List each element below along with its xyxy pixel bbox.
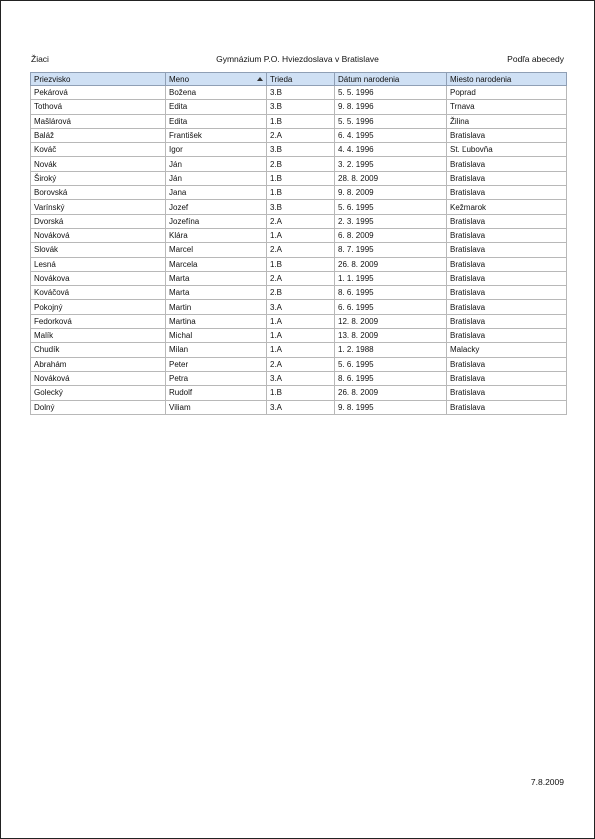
cell-surname: Slovák [31, 243, 166, 257]
cell-class: 3.A [267, 371, 335, 385]
cell-class: 1.A [267, 343, 335, 357]
cell-name: Jana [166, 186, 267, 200]
column-header-name[interactable]: Meno [166, 73, 267, 86]
cell-class: 1.A [267, 314, 335, 328]
sort-description: Podľa abecedy [507, 54, 564, 64]
table-body [31, 86, 567, 415]
cell-birth-place: Poprad [447, 86, 567, 100]
cell-class: 3.B [267, 143, 335, 157]
cell-birth-date: 8. 6. 1995 [335, 286, 447, 300]
table-row[interactable] [31, 271, 567, 285]
students-table [30, 72, 567, 415]
cell-surname: Nováková [31, 228, 166, 242]
cell-class: 1.A [267, 329, 335, 343]
cell-birth-place: Bratislava [447, 186, 567, 200]
table-row[interactable] [31, 200, 567, 214]
cell-name: Petra [166, 371, 267, 385]
cell-birth-place: Kežmarok [447, 200, 567, 214]
sort-ascending-icon [257, 77, 263, 81]
cell-birth-date: 9. 8. 1995 [335, 400, 447, 414]
cell-name: Edita [166, 100, 267, 114]
cell-surname: Novák [31, 157, 166, 171]
cell-name: Viliam [166, 400, 267, 414]
cell-name: Marta [166, 286, 267, 300]
cell-name: Milan [166, 343, 267, 357]
cell-name: Marcela [166, 257, 267, 271]
cell-birth-place: Bratislava [447, 271, 567, 285]
cell-birth-date: 5. 5. 1996 [335, 114, 447, 128]
cell-birth-date: 6. 6. 1995 [335, 300, 447, 314]
report-header [31, 53, 564, 65]
cell-class: 2.A [267, 128, 335, 142]
cell-birth-place: Bratislava [447, 257, 567, 271]
cell-name: Martin [166, 300, 267, 314]
cell-surname: Nováková [31, 371, 166, 385]
cell-birth-place: Bratislava [447, 357, 567, 371]
cell-surname: Tothová [31, 100, 166, 114]
cell-birth-date: 4. 4. 1996 [335, 143, 447, 157]
cell-name: Jozefína [166, 214, 267, 228]
cell-surname: Dvorská [31, 214, 166, 228]
cell-birth-place: Bratislava [447, 128, 567, 142]
cell-surname: Varínský [31, 200, 166, 214]
cell-class: 2.B [267, 157, 335, 171]
cell-birth-place: Bratislava [447, 329, 567, 343]
table-row[interactable] [31, 400, 567, 414]
cell-birth-place: Bratislava [447, 157, 567, 171]
cell-birth-place: Bratislava [447, 243, 567, 257]
cell-class: 1.B [267, 257, 335, 271]
cell-surname: Novákova [31, 271, 166, 285]
cell-birth-date: 5. 6. 1995 [335, 200, 447, 214]
cell-class: 1.B [267, 114, 335, 128]
cell-birth-place: Bratislava [447, 400, 567, 414]
cell-name: Jozef [166, 200, 267, 214]
cell-class: 2.A [267, 214, 335, 228]
cell-surname: Kováčová [31, 286, 166, 300]
cell-birth-date: 28. 8. 2009 [335, 171, 447, 185]
cell-class: 3.B [267, 86, 335, 100]
table-row[interactable] [31, 243, 567, 257]
cell-class: 3.B [267, 100, 335, 114]
cell-birth-place: Bratislava [447, 371, 567, 385]
table-row[interactable] [31, 86, 567, 100]
cell-surname: Chudík [31, 343, 166, 357]
cell-name: Marta [166, 271, 267, 285]
cell-name: Igor [166, 143, 267, 157]
cell-birth-place: Bratislava [447, 286, 567, 300]
table-row[interactable] [31, 371, 567, 385]
cell-birth-date: 1. 1. 1995 [335, 271, 447, 285]
cell-birth-date: 12. 8. 2009 [335, 314, 447, 328]
cell-birth-date: 5. 5. 1996 [335, 86, 447, 100]
cell-birth-date: 9. 8. 1996 [335, 100, 447, 114]
cell-surname: Golecký [31, 386, 166, 400]
column-header-birth-date[interactable]: Dátum narodenia [335, 73, 447, 86]
cell-birth-place: Bratislava [447, 386, 567, 400]
cell-class: 1.B [267, 171, 335, 185]
table-row[interactable] [31, 386, 567, 400]
cell-surname: Pekárová [31, 86, 166, 100]
cell-birth-place: Žilina [447, 114, 567, 128]
cell-name: Martina [166, 314, 267, 328]
cell-name: Rudolf [166, 386, 267, 400]
cell-class: 2.A [267, 357, 335, 371]
cell-birth-place: Bratislava [447, 171, 567, 185]
cell-birth-place: Trnava [447, 100, 567, 114]
table-row[interactable] [31, 186, 567, 200]
cell-surname: Borovská [31, 186, 166, 200]
cell-surname: Abrahám [31, 357, 166, 371]
table-row[interactable] [31, 228, 567, 242]
cell-birth-place: St. Ľubovňa [447, 143, 567, 157]
cell-birth-place: Bratislava [447, 300, 567, 314]
table-row[interactable] [31, 257, 567, 271]
table-row[interactable] [31, 143, 567, 157]
cell-birth-date: 6. 8. 2009 [335, 228, 447, 242]
cell-birth-place: Bratislava [447, 228, 567, 242]
cell-surname: Malík [31, 329, 166, 343]
cell-class: 1.B [267, 386, 335, 400]
cell-birth-date: 9. 8. 2009 [335, 186, 447, 200]
cell-birth-place: Malacky [447, 343, 567, 357]
table-row[interactable] [31, 171, 567, 185]
table-row[interactable] [31, 128, 567, 142]
cell-name: Božena [166, 86, 267, 100]
cell-name: Klára [166, 228, 267, 242]
cell-name: František [166, 128, 267, 142]
cell-birth-date: 26. 8. 2009 [335, 257, 447, 271]
cell-surname: Fedorková [31, 314, 166, 328]
cell-class: 3.A [267, 400, 335, 414]
cell-birth-place: Bratislava [447, 314, 567, 328]
column-header-class[interactable]: Trieda [267, 73, 335, 86]
cell-birth-date: 1. 2. 1988 [335, 343, 447, 357]
table-row[interactable] [31, 329, 567, 343]
table-row[interactable] [31, 357, 567, 371]
cell-birth-date: 3. 2. 1995 [335, 157, 447, 171]
cell-surname: Baláž [31, 128, 166, 142]
school-name: Gymnázium P.O. Hviezdoslava v Bratislave [216, 54, 379, 64]
cell-class: 1.B [267, 186, 335, 200]
cell-surname: Pokojný [31, 300, 166, 314]
cell-birth-date: 8. 6. 1995 [335, 371, 447, 385]
table-row[interactable] [31, 157, 567, 171]
cell-birth-date: 2. 3. 1995 [335, 214, 447, 228]
table-row[interactable] [31, 343, 567, 357]
cell-surname: Kováč [31, 143, 166, 157]
cell-name: Ján [166, 157, 267, 171]
table-row[interactable] [31, 214, 567, 228]
cell-surname: Dolný [31, 400, 166, 414]
cell-name: Marcel [166, 243, 267, 257]
table-row[interactable] [31, 300, 567, 314]
cell-class: 3.B [267, 200, 335, 214]
table-row[interactable] [31, 114, 567, 128]
table-header-row [31, 73, 567, 86]
cell-class: 3.A [267, 300, 335, 314]
cell-name: Peter [166, 357, 267, 371]
cell-birth-place: Bratislava [447, 214, 567, 228]
cell-birth-date: 8. 7. 1995 [335, 243, 447, 257]
table-row[interactable] [31, 100, 567, 114]
cell-class: 2.B [267, 286, 335, 300]
cell-surname: Lesná [31, 257, 166, 271]
cell-surname: Široký [31, 171, 166, 185]
cell-name: Michal [166, 329, 267, 343]
table-row[interactable] [31, 286, 567, 300]
cell-birth-date: 26. 8. 2009 [335, 386, 447, 400]
print-date: 7.8.2009 [530, 777, 564, 787]
column-header-birth-place[interactable]: Miesto narodenia [447, 73, 567, 86]
cell-class: 2.A [267, 271, 335, 285]
cell-birth-date: 6. 4. 1995 [335, 128, 447, 142]
cell-class: 2.A [267, 243, 335, 257]
table-row[interactable] [31, 314, 567, 328]
report-title: Žiaci [31, 54, 49, 64]
column-header-surname[interactable]: Priezvisko [31, 73, 166, 86]
cell-birth-date: 5. 6. 1995 [335, 357, 447, 371]
cell-name: Edita [166, 114, 267, 128]
cell-birth-date: 13. 8. 2009 [335, 329, 447, 343]
cell-name: Ján [166, 171, 267, 185]
cell-surname: Mašlárová [31, 114, 166, 128]
cell-class: 1.A [267, 228, 335, 242]
